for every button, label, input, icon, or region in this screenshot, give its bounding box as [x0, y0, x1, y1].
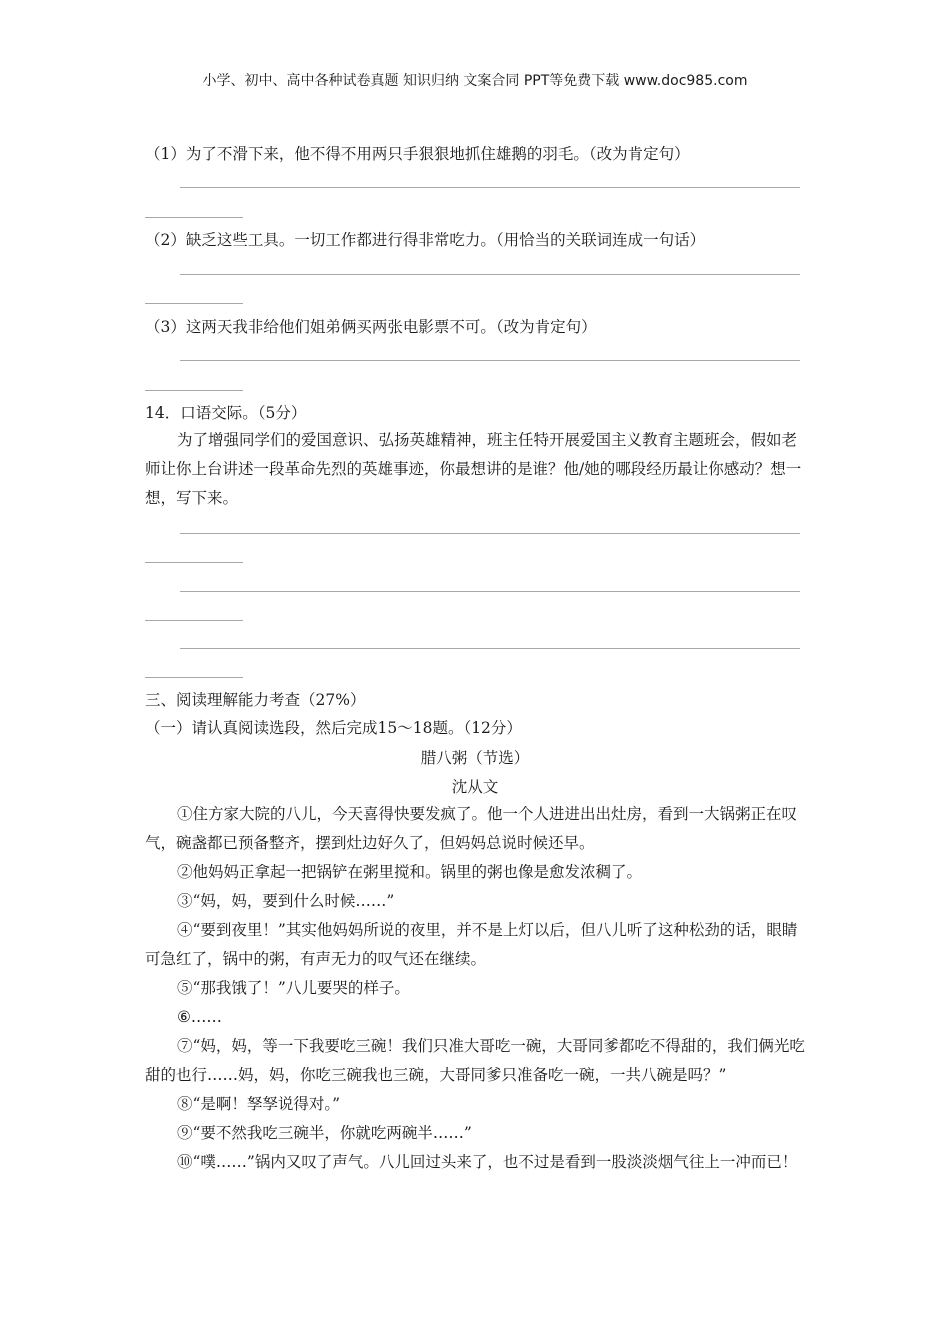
passage-paragraph-5: ⑤“那我饿了！”八儿要哭的样子。 [177, 979, 410, 997]
passage-paragraph-3: ③“妈，妈，要到什么时候……” [177, 892, 395, 910]
section-3-title: 三、阅读理解能力考查（27%） [145, 691, 366, 709]
answer-line [180, 533, 800, 534]
passage-paragraph-1: ①住方家大院的八儿，今天喜得快要发疯了。他一个人进进出出灶房，看到一大锅粥正在叹气，碗盏都已预备整齐，摆到灶边好久了，但妈妈总说时候还早。 [145, 805, 798, 852]
answer-line [145, 303, 243, 304]
answer-line [145, 217, 243, 218]
passage-paragraph-2: ②他妈妈正拿起一把锅铲在粥里搅和。锅里的粥也像是愈发浓稠了。 [177, 863, 643, 881]
answer-line [180, 360, 800, 361]
page-header: 小学、初中、高中各种试卷真题 知识归纳 文案合同 PPT等免费下载 www.doc985.com [202, 73, 748, 89]
answer-line [145, 677, 243, 678]
passage-paragraph-4: ④“要到夜里！”其实他妈妈所说的夜里，并不是上灯以后，但八儿听了这种松劲的话，眼睛可急红了，锅中的粥，有声无力的叹气还在继续。 [145, 921, 798, 968]
answer-line [145, 390, 243, 391]
question-13-3: （3）这两天我非给他们姐弟俩买两张电影票不可。（改为肯定句） [145, 318, 597, 336]
passage-paragraph-8: ⑧“是啊！孥孥说得对。” [177, 1095, 341, 1113]
answer-line [145, 562, 243, 563]
question-13-2: （2）缺乏这些工具。一切工作都进行得非常吃力。（用恰当的关联词连成一句话） [145, 231, 706, 249]
reading-1-intro: （一）请认真阅读选段，然后完成15～18题。（12分） [145, 719, 522, 737]
answer-line [180, 648, 800, 649]
answer-line [145, 620, 243, 621]
answer-line [180, 591, 800, 592]
passage-title: 腊八粥（节选） [420, 749, 530, 767]
passage-author: 沈从文 [451, 778, 499, 796]
question-14-title: 14．口语交际。（5分） [145, 404, 307, 422]
question-14-prompt: 为了增强同学们的爱国意识、弘扬英雄精神，班主任特开展爱国主义教育主题班会，假如老师让你上台讲述一段革命先烈的英雄事迹，你最想讲的是谁？他/她的哪段经历最让你感动？想一想，写下来。 [145, 431, 802, 507]
answer-line [180, 274, 800, 275]
passage-paragraph-6: ⑥…… [177, 1008, 222, 1026]
passage-paragraph-10: ⑩“噗……”锅内又叹了声气。八儿回过头来了，也不过是看到一股淡淡烟气往上一冲而已！ [177, 1153, 798, 1171]
answer-line [180, 187, 800, 188]
question-13-1: （1）为了不滑下来，他不得不用两只手狠狠地抓住雄鹅的羽毛。（改为肯定句） [145, 145, 690, 163]
passage-paragraph-9: ⑨“要不然我吃三碗半，你就吃两碗半……” [177, 1124, 472, 1142]
passage-paragraph-7: ⑦“妈，妈，等一下我要吃三碗！我们只准大哥吃一碗，大哥同爹都吃不得甜的，我们俩光吃甜的也行……妈，妈，你吃三碗我也三碗，大哥同爹只准备吃一碗，一共八碗是吗？” [145, 1037, 805, 1084]
passage-body [145, 800, 810, 1177]
